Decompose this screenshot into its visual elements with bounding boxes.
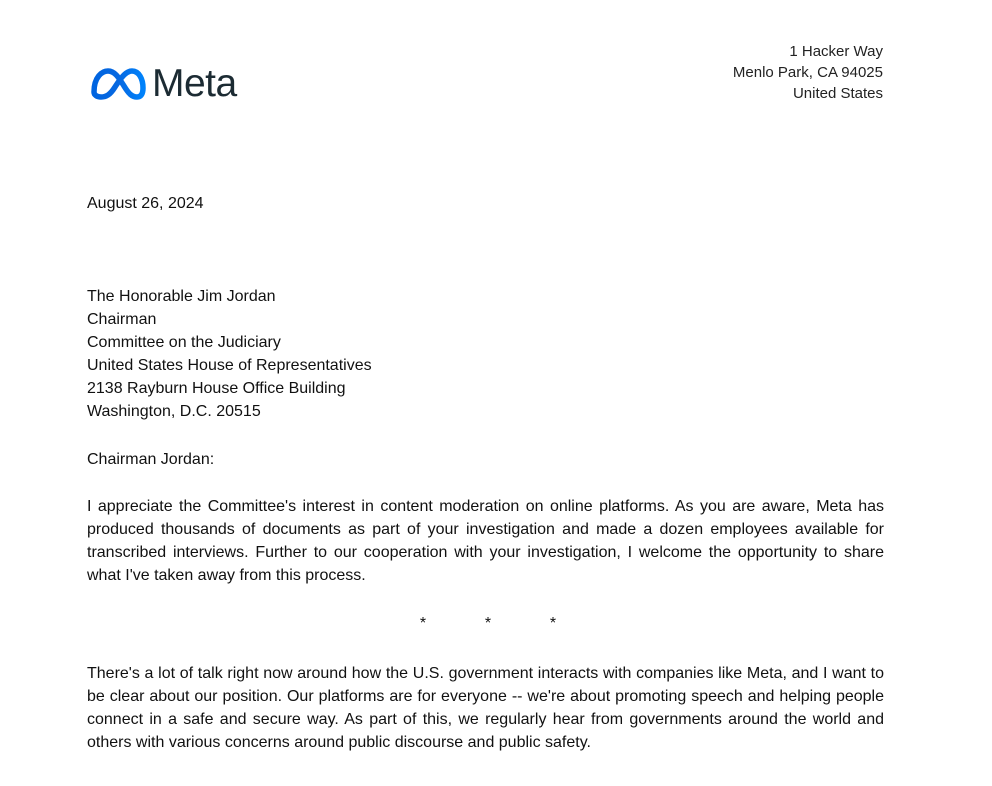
recipient-line: Chairman <box>87 311 157 328</box>
recipient-block <box>87 285 372 423</box>
recipient-line: Committee on the Judiciary <box>87 334 281 351</box>
meta-logo <box>88 62 237 106</box>
meta-infinity-icon <box>88 67 146 101</box>
address-line: Menlo Park, CA 94025 <box>732 64 883 81</box>
logo-wordmark: Meta <box>152 62 237 105</box>
salutation: Chairman Jordan: <box>87 451 215 468</box>
address-line: 1 Hacker Way <box>789 43 883 60</box>
recipient-line: 2138 Rayburn House Office Building <box>87 380 346 397</box>
sender-address <box>733 41 883 104</box>
recipient-line: Washington, D.C. 20515 <box>87 403 261 420</box>
address-line: United States <box>792 85 883 102</box>
asterisk: * <box>484 615 492 632</box>
asterisk: * <box>419 615 427 632</box>
section-break <box>408 614 568 634</box>
recipient-line: The Honorable Jim Jordan <box>87 288 276 305</box>
letter-date: August 26, 2024 <box>87 195 204 212</box>
body-paragraph: I appreciate the Committee's interest in content moderation on online platforms. As you are aware, Meta has produced thousands of documents as part of your investigation and made a dozen employees available for transcribed interviews. Further to our cooperation with your investigation, I welcome the opportunity to share what I've taken away from this process. <box>87 498 884 584</box>
asterisk: * <box>549 615 557 632</box>
recipient-line: United States House of Representatives <box>87 357 372 374</box>
body-paragraph: There's a lot of talk right now around how the U.S. government interacts with companies like Meta, and I want to be clear about our position. Our platforms are for everyone -- we're about promoting speech and helping people connect in a safe and secure way. As part of this, we regularly hear from governments around the world and others with various concerns around public discourse and public safety. <box>87 665 884 751</box>
